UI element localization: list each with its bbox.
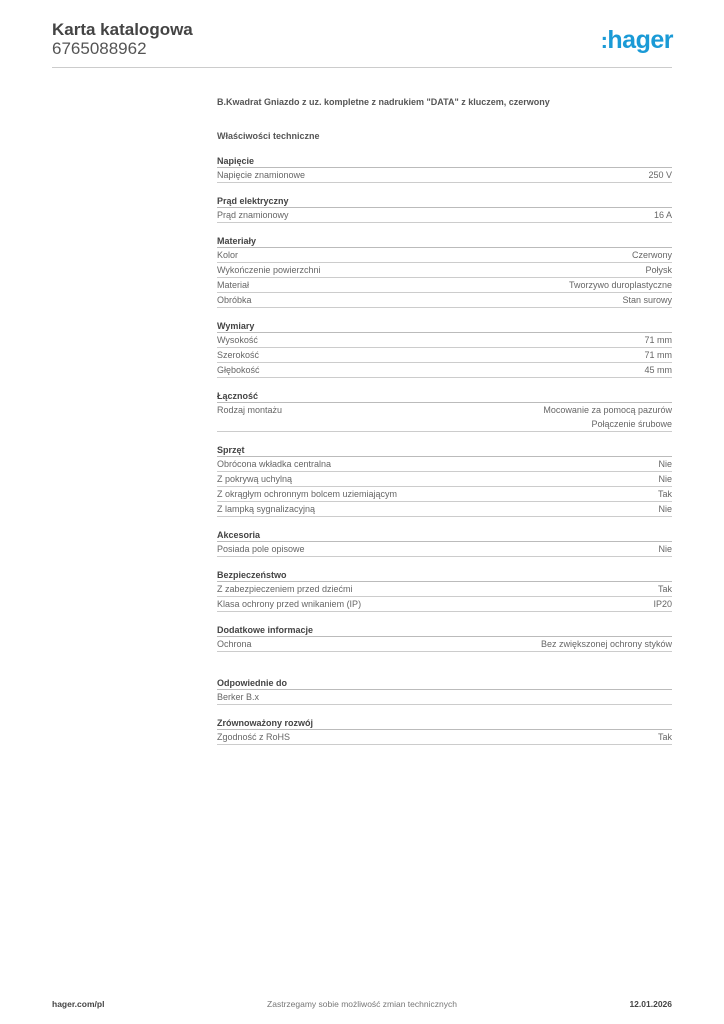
section-title: Materiały xyxy=(217,234,672,248)
spec-value: Tak xyxy=(657,732,672,742)
spec-row xyxy=(217,502,672,517)
spec-label: Z zabezpieczeniem przed dziećmi xyxy=(217,584,353,594)
spec-label: Szerokość xyxy=(217,350,260,360)
spec-row xyxy=(217,278,672,293)
spec-label: Obróbka xyxy=(217,295,252,305)
technical-properties-title: Właściwości techniczne xyxy=(217,131,320,141)
section-title: Odpowiednie do xyxy=(217,676,672,690)
spec-section xyxy=(217,154,672,183)
spec-value: Czerwony xyxy=(631,250,672,260)
spec-row xyxy=(217,348,672,363)
footer-website-link[interactable]: hager.com/pl xyxy=(52,999,105,1009)
spec-label: Z okrągłym ochronnym bolcem uziemiającym xyxy=(217,489,398,499)
section-title: Akcesoria xyxy=(217,528,672,542)
spec-row xyxy=(217,263,672,278)
spec-row xyxy=(217,597,672,612)
spec-label: Berker B.x xyxy=(217,692,260,702)
spec-label: Zgodność z RoHS xyxy=(217,732,291,742)
spec-section xyxy=(217,319,672,378)
spec-label: Posiada pole opisowe xyxy=(217,544,305,554)
spec-row xyxy=(217,208,672,223)
section-title: Dodatkowe informacje xyxy=(217,623,672,637)
footer-disclaimer: Zastrzegamy sobie możliwość zmian technicznych xyxy=(267,999,457,1009)
spec-value: Tak xyxy=(657,584,672,594)
spec-section xyxy=(217,676,672,705)
spec-row xyxy=(217,293,672,308)
header-divider xyxy=(52,67,672,68)
spec-content xyxy=(217,95,672,745)
section-title: Wymiary xyxy=(217,319,672,333)
spec-label: Napięcie znamionowe xyxy=(217,170,306,180)
spec-value: Nie xyxy=(658,459,672,469)
spec-value: 71 mm xyxy=(644,350,672,360)
spec-label: Materiał xyxy=(217,280,250,290)
spec-value: Stan surowy xyxy=(622,295,672,305)
spec-label: Prąd znamionowy xyxy=(217,210,289,220)
spec-row xyxy=(217,582,672,597)
spec-value: Nie xyxy=(658,544,672,554)
spec-row xyxy=(217,542,672,557)
spec-row xyxy=(217,472,672,487)
spec-row xyxy=(217,168,672,183)
spec-value: Tak xyxy=(657,489,672,499)
spec-row xyxy=(217,248,672,263)
spec-label: Z lampką sygnalizacyjną xyxy=(217,504,316,514)
spec-value: 45 mm xyxy=(644,365,672,375)
spec-row xyxy=(217,637,672,652)
spec-label: Głębokość xyxy=(217,365,260,375)
spec-value: Tworzywo duroplastyczne xyxy=(568,280,672,290)
spec-label: Rodzaj montażu xyxy=(217,405,283,415)
spec-value: Bez zwiększonej ochrony styków xyxy=(540,639,672,649)
spec-section xyxy=(217,528,672,557)
spec-label: Klasa ochrony przed wnikaniem (IP) xyxy=(217,599,362,609)
spec-section xyxy=(217,716,672,745)
catalog-number: 6765088962 xyxy=(52,39,147,58)
footer-date: 12.01.2026 xyxy=(629,999,672,1009)
spec-section xyxy=(217,623,672,652)
spec-label: Z pokrywą uchylną xyxy=(217,474,293,484)
spec-label: Ochrona xyxy=(217,639,252,649)
spec-section xyxy=(217,568,672,612)
product-name: B.Kwadrat Gniazdo z uz. kompletne z nadrukiem "DATA" z kluczem, czerwony xyxy=(217,97,550,107)
spec-value: 16 A xyxy=(653,210,672,220)
spec-value: Połysk xyxy=(645,265,672,275)
section-title: Sprzęt xyxy=(217,443,672,457)
spec-section xyxy=(217,234,672,308)
spec-row xyxy=(217,457,672,472)
spec-value: Nie xyxy=(658,474,672,484)
section-title: Zrównoważony rozwój xyxy=(217,716,672,730)
section-title: Łączność xyxy=(217,389,672,403)
spec-value: 71 mm xyxy=(644,335,672,345)
spec-value: IP20 xyxy=(653,599,672,609)
spec-row xyxy=(217,690,672,705)
spec-row xyxy=(217,487,672,502)
section-title: Prąd elektryczny xyxy=(217,194,672,208)
spec-label: Wysokość xyxy=(217,335,258,345)
spec-label: Kolor xyxy=(217,250,239,260)
spec-row xyxy=(217,333,672,348)
spec-row xyxy=(217,363,672,378)
spec-section xyxy=(217,443,672,517)
section-title: Bezpieczeństwo xyxy=(217,568,672,582)
section-title: Napięcie xyxy=(217,154,672,168)
spec-label: Obrócona wkładka centralna xyxy=(217,459,332,469)
spec-row xyxy=(217,403,672,432)
spec-value: 250 V xyxy=(648,170,672,180)
spec-section xyxy=(217,194,672,223)
spec-value: Nie xyxy=(658,504,672,514)
spec-section xyxy=(217,389,672,432)
hager-logo: :hager xyxy=(600,26,673,54)
spec-value: Mocowanie za pomocą pazurów Połączenie śrubowe xyxy=(543,405,672,429)
spec-label: Wykończenie powierzchni xyxy=(217,265,321,275)
document-title: Karta katalogowa xyxy=(52,20,193,39)
spec-row xyxy=(217,730,672,745)
